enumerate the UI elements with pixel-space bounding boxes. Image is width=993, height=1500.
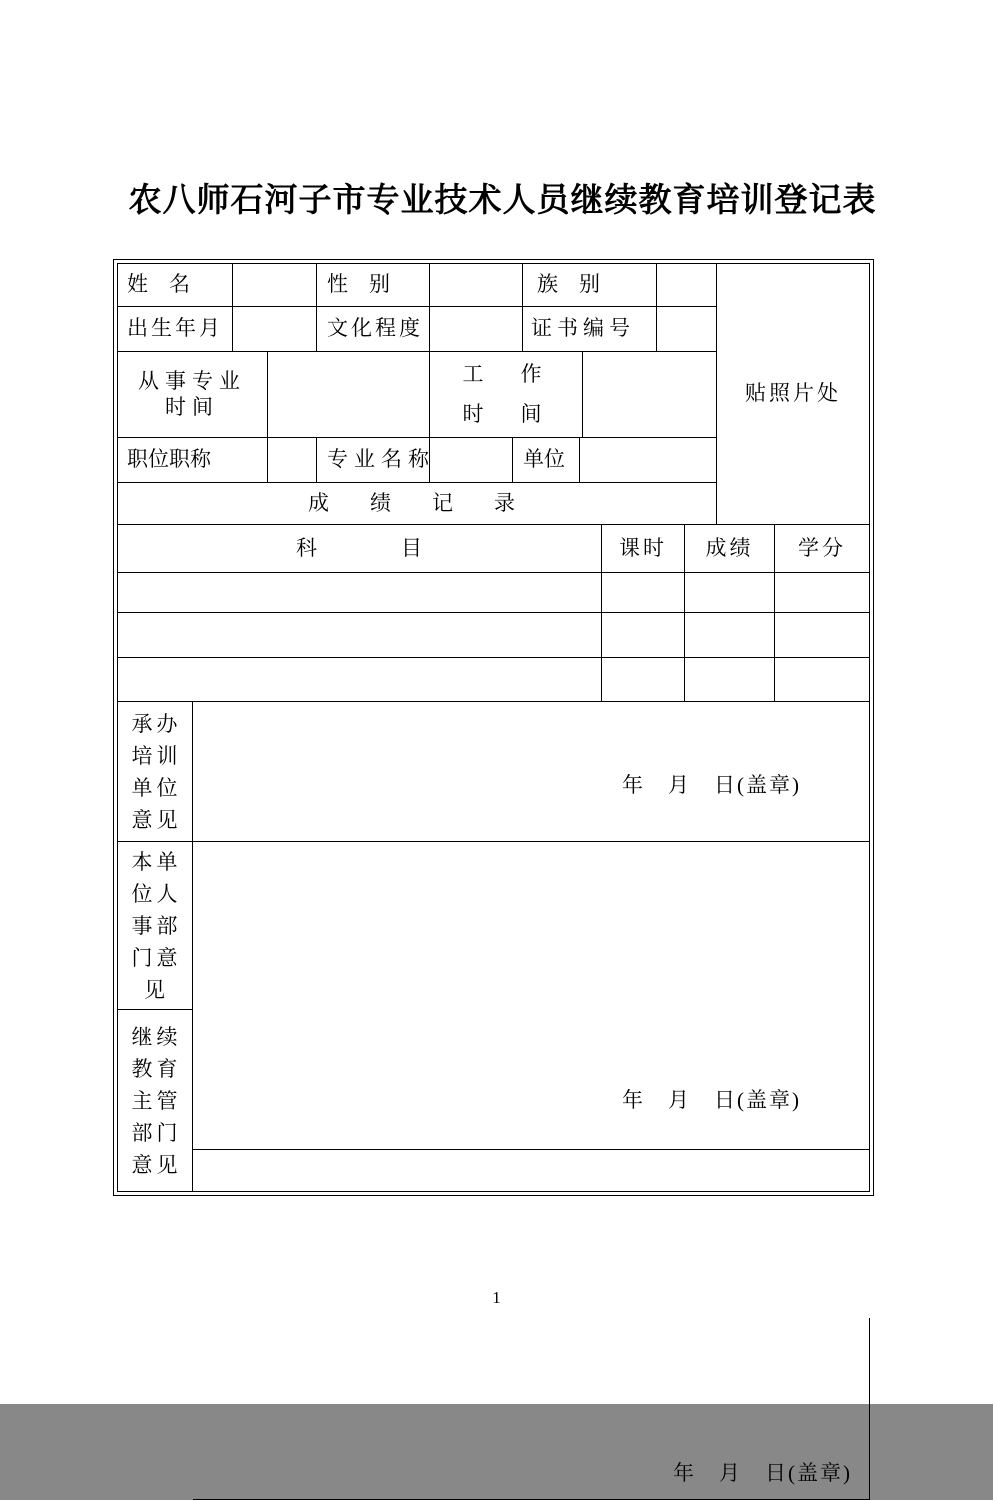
hr-dept-opinion-label-line: 事部 [131,913,182,938]
score-row-2-score-cell[interactable] [685,658,775,702]
score-row-1-score-cell[interactable] [685,613,775,658]
organizer-opinion-label-line: 意见 [131,807,182,832]
hr-dept-opinion-label-line: 本单 [131,849,182,874]
authority-opinion-label-cell [117,1010,193,1192]
organizer-opinion-label-cell [117,702,193,842]
score-row-1-credit-cell[interactable] [775,613,870,658]
organizer-opinion-content-cell[interactable] [193,702,870,842]
profession-time-label-line2: 时间 [165,394,219,419]
ethnicity-value-cell[interactable] [657,263,717,307]
major-name-label-cell: 专业名称 [317,438,430,483]
organizer-opinion-label-line: 单位 [131,775,182,800]
gender-label-cell: 性 别 [317,263,430,307]
hr-dept-opinion-content-cell[interactable] [193,982,870,1150]
credit-header-cell: 学分 [775,525,870,573]
authority-opinion-date-line: 年 月 日(盖章) [673,1461,852,1485]
gender-value-cell[interactable] [430,263,523,307]
score-record-title-cell: 成 绩 记 录 [117,483,717,525]
registration-form-table [117,263,870,1485]
authority-opinion-label-line: 部门 [131,1120,182,1145]
authority-opinion-content-cell[interactable] [193,1318,870,1500]
score-row-1-subject-cell[interactable] [117,613,602,658]
unit-value-cell[interactable] [580,438,717,483]
score-row-1-hours-cell[interactable] [602,613,685,658]
profession-time-value-cell[interactable] [268,352,430,438]
work-time-label-line1: 工 作 [462,362,550,387]
unit-label-cell: 单位 [513,438,580,483]
name-value-cell[interactable] [233,263,317,307]
score-row-2-credit-cell[interactable] [775,658,870,702]
work-time-label-line2: 时 间 [462,401,550,426]
position-title-label-cell: 职位职称 [117,438,268,483]
form-title: 农八师石河子市专业技术人员继续教育培训登记表 [128,183,877,219]
photo-placeholder-cell[interactable]: 贴照片处 [717,263,870,525]
page-number: 1 [492,1288,501,1307]
score-row-2-subject-cell[interactable] [117,658,602,702]
major-name-value-cell[interactable] [430,438,513,483]
education-label-cell: 文化程度 [317,307,430,352]
organizer-opinion-label-line: 培训 [131,743,182,768]
certificate-no-value-cell[interactable] [657,307,717,352]
education-value-cell[interactable] [430,307,523,352]
authority-opinion-label-line: 教育 [131,1056,182,1081]
certificate-no-label-cell: 证书编号 [523,307,657,352]
profession-time-label-cell [117,352,268,438]
birth-date-value-cell[interactable] [233,307,317,352]
profession-time-label-line1: 从事专业 [138,369,246,394]
organizer-opinion-date-line: 年 月 日(盖章) [622,773,801,797]
name-label-cell: 姓 名 [117,263,233,307]
organizer-opinion-label-line: 承办 [131,711,182,736]
score-header-cell: 成绩 [685,525,775,573]
score-row-0-hours-cell[interactable] [602,573,685,613]
hr-dept-opinion-label-line: 见 [144,977,169,1002]
score-row-0-score-cell[interactable] [685,573,775,613]
score-row-0-credit-cell[interactable] [775,573,870,613]
hours-header-cell: 课时 [602,525,685,573]
score-row-2-hours-cell[interactable] [602,658,685,702]
position-title-value-cell[interactable] [268,438,317,483]
hr-dept-opinion-label-cell [117,842,193,1010]
birth-date-label-cell: 出生年月 [117,307,233,352]
score-row-0-subject-cell[interactable] [117,573,602,613]
authority-opinion-label-line: 意见 [131,1152,182,1177]
hr-dept-opinion-label-line: 门意 [131,945,182,970]
subject-header-cell: 科 目 [117,525,602,573]
ethnicity-label-cell: 族 别 [523,263,657,307]
authority-opinion-label-line: 主管 [131,1088,182,1113]
hr-dept-opinion-date-line: 年 月 日(盖章) [622,1088,801,1112]
work-time-value-cell[interactable] [583,352,717,438]
hr-dept-opinion-label-line: 位人 [131,881,182,906]
work-time-label-cell [430,352,583,438]
authority-opinion-label-line: 继续 [131,1024,182,1049]
